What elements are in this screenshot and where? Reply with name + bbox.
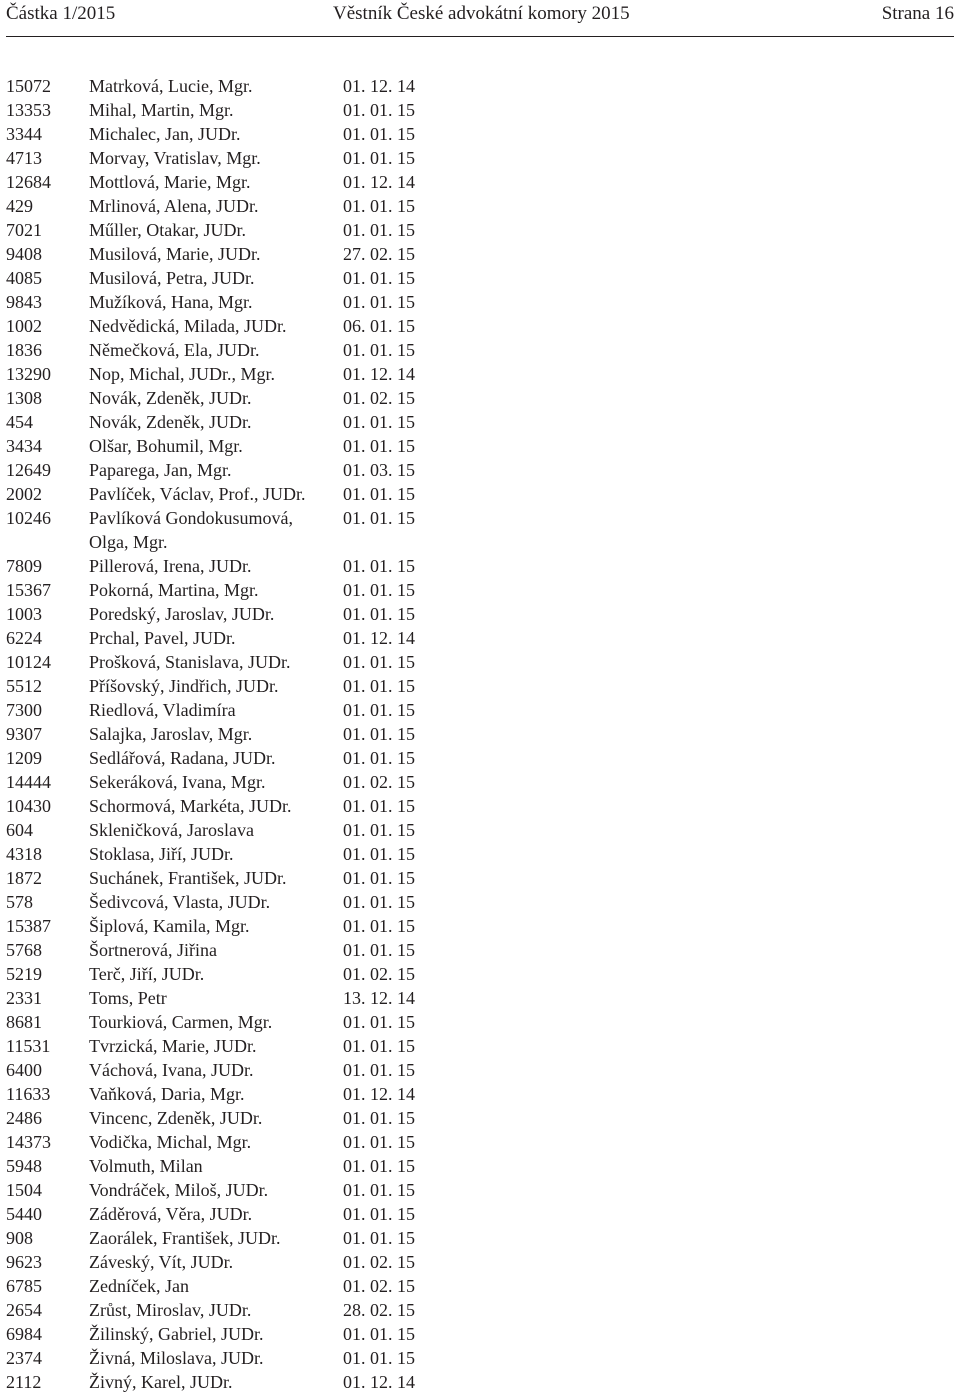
entry-date: 01. 01. 15 bbox=[343, 556, 415, 576]
registration-number: 9623 bbox=[6, 1252, 42, 1272]
registration-number: 14444 bbox=[6, 772, 51, 792]
attorney-name: Nedvědická, Milada, JUDr. bbox=[89, 316, 287, 336]
attorney-name: Zedníček, Jan bbox=[89, 1276, 189, 1296]
entry-date: 01. 12. 14 bbox=[343, 1372, 415, 1392]
entry-date: 01. 01. 15 bbox=[343, 748, 415, 768]
registration-number: 15387 bbox=[6, 916, 51, 936]
list-item bbox=[6, 266, 446, 290]
entry-date: 01. 01. 15 bbox=[343, 1156, 415, 1176]
registration-number: 2654 bbox=[6, 1300, 42, 1320]
registration-number: 10124 bbox=[6, 652, 51, 672]
entry-date: 01. 01. 15 bbox=[343, 1132, 415, 1152]
entry-date: 01. 12. 14 bbox=[343, 1084, 415, 1104]
list-item bbox=[6, 1370, 446, 1394]
entry-date: 01. 12. 14 bbox=[343, 628, 415, 648]
entry-date: 01. 02. 15 bbox=[343, 388, 415, 408]
list-item bbox=[6, 1106, 446, 1130]
attorney-name: Musilová, Petra, JUDr. bbox=[89, 268, 255, 288]
attorney-name: Příšovský, Jindřich, JUDr. bbox=[89, 676, 279, 696]
list-item bbox=[6, 1130, 446, 1154]
entry-date: 01. 12. 14 bbox=[343, 172, 415, 192]
attorney-name: Riedlová, Vladimíra bbox=[89, 700, 236, 720]
entry-date: 01. 01. 15 bbox=[343, 820, 415, 840]
attorney-name: Živný, Karel, JUDr. bbox=[89, 1372, 233, 1392]
registration-number: 5512 bbox=[6, 676, 42, 696]
list-item bbox=[6, 602, 446, 626]
entry-date: 01. 02. 15 bbox=[343, 964, 415, 984]
header-divider bbox=[6, 36, 954, 37]
attorney-name: Tvrzická, Marie, JUDr. bbox=[89, 1036, 257, 1056]
attorney-name: Schormová, Markéta, JUDr. bbox=[89, 796, 292, 816]
attorney-name: Vondráček, Miloš, JUDr. bbox=[89, 1180, 269, 1200]
attorney-name: Volmuth, Milan bbox=[89, 1156, 203, 1176]
registration-number: 7300 bbox=[6, 700, 42, 720]
registration-number: 2112 bbox=[6, 1372, 42, 1392]
member-list bbox=[6, 74, 446, 1394]
entry-date: 01. 01. 15 bbox=[343, 1348, 415, 1368]
attorney-name: Prchal, Pavel, JUDr. bbox=[89, 628, 236, 648]
attorney-name: Šedivcová, Vlasta, JUDr. bbox=[89, 892, 271, 912]
attorney-name: Tourkiová, Carmen, Mgr. bbox=[89, 1012, 273, 1032]
list-item bbox=[6, 650, 446, 674]
registration-number: 10246 bbox=[6, 508, 51, 528]
attorney-name: Vincenc, Zdeněk, JUDr. bbox=[89, 1108, 263, 1128]
page-header bbox=[6, 1, 954, 31]
entry-date: 01. 01. 15 bbox=[343, 1324, 415, 1344]
entry-date: 01. 01. 15 bbox=[343, 1036, 415, 1056]
registration-number: 12684 bbox=[6, 172, 51, 192]
registration-number: 5219 bbox=[6, 964, 42, 984]
registration-number: 13353 bbox=[6, 100, 51, 120]
registration-number: 7809 bbox=[6, 556, 42, 576]
attorney-name: Skleničková, Jaroslava bbox=[89, 820, 254, 840]
attorney-name: Musilová, Marie, JUDr. bbox=[89, 244, 261, 264]
entry-date: 01. 01. 15 bbox=[343, 1228, 415, 1248]
attorney-name: Nop, Michal, JUDr., Mgr. bbox=[89, 364, 275, 384]
registration-number: 14373 bbox=[6, 1132, 51, 1152]
registration-number: 1872 bbox=[6, 868, 42, 888]
list-item bbox=[6, 1010, 446, 1034]
list-item bbox=[6, 914, 446, 938]
registration-number: 13290 bbox=[6, 364, 51, 384]
attorney-name: Prošková, Stanislava, JUDr. bbox=[89, 652, 291, 672]
attorney-name: Šiplová, Kamila, Mgr. bbox=[89, 916, 250, 936]
attorney-name: Mužíková, Hana, Mgr. bbox=[89, 292, 253, 312]
page-number: Strana 16 bbox=[881, 3, 954, 24]
list-item bbox=[6, 482, 446, 506]
registration-number: 1002 bbox=[6, 316, 42, 336]
registration-number: 2374 bbox=[6, 1348, 42, 1368]
attorney-name: Mihal, Martin, Mgr. bbox=[89, 100, 234, 120]
list-item bbox=[6, 410, 446, 434]
attorney-name: Vodička, Michal, Mgr. bbox=[89, 1132, 252, 1152]
entry-date: 01. 01. 15 bbox=[343, 868, 415, 888]
attorney-name: Terč, Jiří, JUDr. bbox=[89, 964, 205, 984]
entry-date: 01. 01. 15 bbox=[343, 892, 415, 912]
registration-number: 6984 bbox=[6, 1324, 42, 1344]
list-item bbox=[6, 146, 446, 170]
list-item bbox=[6, 170, 446, 194]
registration-number: 2486 bbox=[6, 1108, 42, 1128]
list-item bbox=[6, 818, 446, 842]
list-item bbox=[6, 1274, 446, 1298]
list-item bbox=[6, 1058, 446, 1082]
registration-number: 9843 bbox=[6, 292, 42, 312]
entry-date: 01. 01. 15 bbox=[343, 340, 415, 360]
entry-date: 01. 02. 15 bbox=[343, 1276, 415, 1296]
attorney-name: Pillerová, Irena, JUDr. bbox=[89, 556, 252, 576]
attorney-name: Zrůst, Miroslav, JUDr. bbox=[89, 1300, 252, 1320]
registration-number: 9307 bbox=[6, 724, 42, 744]
list-item bbox=[6, 842, 446, 866]
list-item bbox=[6, 1178, 446, 1202]
registration-number: 6400 bbox=[6, 1060, 42, 1080]
list-item bbox=[6, 890, 446, 914]
list-item bbox=[6, 242, 446, 266]
list-item bbox=[6, 698, 446, 722]
entry-date: 01. 01. 15 bbox=[343, 1108, 415, 1128]
list-item bbox=[6, 578, 446, 602]
list-item bbox=[6, 674, 446, 698]
attorney-name: Novák, Zdeněk, JUDr. bbox=[89, 412, 252, 432]
entry-date: 01. 01. 15 bbox=[343, 436, 415, 456]
registration-number: 2331 bbox=[6, 988, 42, 1008]
entry-date: 01. 01. 15 bbox=[343, 412, 415, 432]
entry-date: 01. 01. 15 bbox=[343, 604, 415, 624]
attorney-name: Vaňková, Daria, Mgr. bbox=[89, 1084, 245, 1104]
entry-date: 01. 01. 15 bbox=[343, 652, 415, 672]
registration-number: 1209 bbox=[6, 748, 42, 768]
registration-number: 12649 bbox=[6, 460, 51, 480]
registration-number: 9408 bbox=[6, 244, 42, 264]
entry-date: 01. 01. 15 bbox=[343, 1012, 415, 1032]
list-item bbox=[6, 1226, 446, 1250]
list-item bbox=[6, 98, 446, 122]
list-item bbox=[6, 746, 446, 770]
attorney-name: Salajka, Jaroslav, Mgr. bbox=[89, 724, 253, 744]
attorney-name: Pavlíček, Václav, Prof., JUDr. bbox=[89, 484, 306, 504]
attorney-name: Záveský, Vít, JUDr. bbox=[89, 1252, 234, 1272]
attorney-name: Šortnerová, Jiřina bbox=[89, 940, 217, 960]
attorney-name: Živná, Miloslava, JUDr. bbox=[89, 1348, 264, 1368]
registration-number: 15367 bbox=[6, 580, 51, 600]
attorney-name: Váchová, Ivana, JUDr. bbox=[89, 1060, 254, 1080]
list-item bbox=[6, 722, 446, 746]
list-item bbox=[6, 986, 446, 1010]
attorney-name: Sedlářová, Radana, JUDr. bbox=[89, 748, 276, 768]
list-item bbox=[6, 290, 446, 314]
attorney-name: Paparega, Jan, Mgr. bbox=[89, 460, 232, 480]
list-item bbox=[6, 506, 446, 554]
list-item bbox=[6, 626, 446, 650]
registration-number: 5948 bbox=[6, 1156, 42, 1176]
entry-date: 01. 02. 15 bbox=[343, 1252, 415, 1272]
registration-number: 5768 bbox=[6, 940, 42, 960]
list-item bbox=[6, 770, 446, 794]
attorney-name: Zaorálek, František, JUDr. bbox=[89, 1228, 281, 1248]
registration-number: 604 bbox=[6, 820, 33, 840]
list-item bbox=[6, 1082, 446, 1106]
entry-date: 01. 01. 15 bbox=[343, 100, 415, 120]
entry-date: 01. 01. 15 bbox=[343, 148, 415, 168]
attorney-name: Olšar, Bohumil, Mgr. bbox=[89, 436, 243, 456]
attorney-name: Němečková, Ela, JUDr. bbox=[89, 340, 260, 360]
entry-date: 01. 01. 15 bbox=[343, 724, 415, 744]
registration-number: 1003 bbox=[6, 604, 42, 624]
attorney-name: Záděrová, Věra, JUDr. bbox=[89, 1204, 253, 1224]
entry-date: 01. 01. 15 bbox=[343, 508, 415, 528]
entry-date: 01. 02. 15 bbox=[343, 772, 415, 792]
list-item bbox=[6, 194, 446, 218]
attorney-name: Toms, Petr bbox=[89, 988, 167, 1008]
registration-number: 4713 bbox=[6, 148, 42, 168]
entry-date: 01. 12. 14 bbox=[343, 364, 415, 384]
attorney-name: Pavlíková Gondokusumová, Olga, Mgr. bbox=[89, 508, 293, 552]
entry-date: 27. 02. 15 bbox=[343, 244, 415, 264]
publication-title: Věstník České advokátní komory 2015 bbox=[333, 3, 630, 24]
attorney-name: Stoklasa, Jiří, JUDr. bbox=[89, 844, 234, 864]
entry-date: 01. 01. 15 bbox=[343, 844, 415, 864]
list-item bbox=[6, 434, 446, 458]
registration-number: 1308 bbox=[6, 388, 42, 408]
registration-number: 2002 bbox=[6, 484, 42, 504]
registration-number: 3434 bbox=[6, 436, 42, 456]
list-item bbox=[6, 458, 446, 482]
entry-date: 01. 12. 14 bbox=[343, 76, 415, 96]
list-item bbox=[6, 1250, 446, 1274]
registration-number: 4318 bbox=[6, 844, 42, 864]
entry-date: 13. 12. 14 bbox=[343, 988, 415, 1008]
registration-number: 11531 bbox=[6, 1036, 51, 1056]
entry-date: 01. 01. 15 bbox=[343, 292, 415, 312]
attorney-name: Poredský, Jaroslav, JUDr. bbox=[89, 604, 275, 624]
list-item bbox=[6, 362, 446, 386]
entry-date: 01. 01. 15 bbox=[343, 268, 415, 288]
list-item bbox=[6, 1346, 446, 1370]
registration-number: 1504 bbox=[6, 1180, 42, 1200]
attorney-name: Matrková, Lucie, Mgr. bbox=[89, 76, 253, 96]
list-item bbox=[6, 1202, 446, 1226]
registration-number: 5440 bbox=[6, 1204, 42, 1224]
attorney-name: Pokorná, Martina, Mgr. bbox=[89, 580, 259, 600]
entry-date: 06. 01. 15 bbox=[343, 316, 415, 336]
attorney-name: Novák, Zdeněk, JUDr. bbox=[89, 388, 252, 408]
list-item bbox=[6, 314, 446, 338]
registration-number: 10430 bbox=[6, 796, 51, 816]
entry-date: 01. 01. 15 bbox=[343, 1204, 415, 1224]
registration-number: 908 bbox=[6, 1228, 33, 1248]
attorney-name: Morvay, Vratislav, Mgr. bbox=[89, 148, 261, 168]
list-item bbox=[6, 1034, 446, 1058]
entry-date: 01. 01. 15 bbox=[343, 580, 415, 600]
entry-date: 01. 01. 15 bbox=[343, 700, 415, 720]
registration-number: 1836 bbox=[6, 340, 42, 360]
issue-number: Částka 1/2015 bbox=[6, 3, 116, 24]
registration-number: 7021 bbox=[6, 220, 42, 240]
entry-date: 01. 01. 15 bbox=[343, 916, 415, 936]
entry-date: 01. 03. 15 bbox=[343, 460, 415, 480]
registration-number: 8681 bbox=[6, 1012, 42, 1032]
attorney-name: Mottlová, Marie, Mgr. bbox=[89, 172, 251, 192]
entry-date: 01. 01. 15 bbox=[343, 796, 415, 816]
list-item bbox=[6, 938, 446, 962]
list-item bbox=[6, 1322, 446, 1346]
registration-number: 6785 bbox=[6, 1276, 42, 1296]
list-item bbox=[6, 1154, 446, 1178]
list-item bbox=[6, 338, 446, 362]
attorney-name: Műller, Otakar, JUDr. bbox=[89, 220, 247, 240]
entry-date: 01. 01. 15 bbox=[343, 196, 415, 216]
registration-number: 429 bbox=[6, 196, 33, 216]
list-item bbox=[6, 122, 446, 146]
entry-date: 01. 01. 15 bbox=[343, 940, 415, 960]
entry-date: 01. 01. 15 bbox=[343, 1180, 415, 1200]
list-item bbox=[6, 386, 446, 410]
list-item bbox=[6, 794, 446, 818]
entry-date: 01. 01. 15 bbox=[343, 676, 415, 696]
registration-number: 454 bbox=[6, 412, 33, 432]
attorney-name: Žilinský, Gabriel, JUDr. bbox=[89, 1324, 264, 1344]
entry-date: 01. 01. 15 bbox=[343, 1060, 415, 1080]
attorney-name: Sekeráková, Ivana, Mgr. bbox=[89, 772, 266, 792]
registration-number: 3344 bbox=[6, 124, 42, 144]
list-item bbox=[6, 866, 446, 890]
list-item bbox=[6, 218, 446, 242]
attorney-name: Michalec, Jan, JUDr. bbox=[89, 124, 241, 144]
registration-number: 11633 bbox=[6, 1084, 51, 1104]
registration-number: 4085 bbox=[6, 268, 42, 288]
entry-date: 01. 01. 15 bbox=[343, 220, 415, 240]
registration-number: 578 bbox=[6, 892, 33, 912]
list-item bbox=[6, 74, 446, 98]
attorney-name: Suchánek, František, JUDr. bbox=[89, 868, 287, 888]
list-item bbox=[6, 1298, 446, 1322]
list-item bbox=[6, 962, 446, 986]
entry-date: 01. 01. 15 bbox=[343, 484, 415, 504]
list-item bbox=[6, 554, 446, 578]
registration-number: 15072 bbox=[6, 76, 51, 96]
entry-date: 28. 02. 15 bbox=[343, 1300, 415, 1320]
registration-number: 6224 bbox=[6, 628, 42, 648]
attorney-name: Mrlinová, Alena, JUDr. bbox=[89, 196, 259, 216]
entry-date: 01. 01. 15 bbox=[343, 124, 415, 144]
